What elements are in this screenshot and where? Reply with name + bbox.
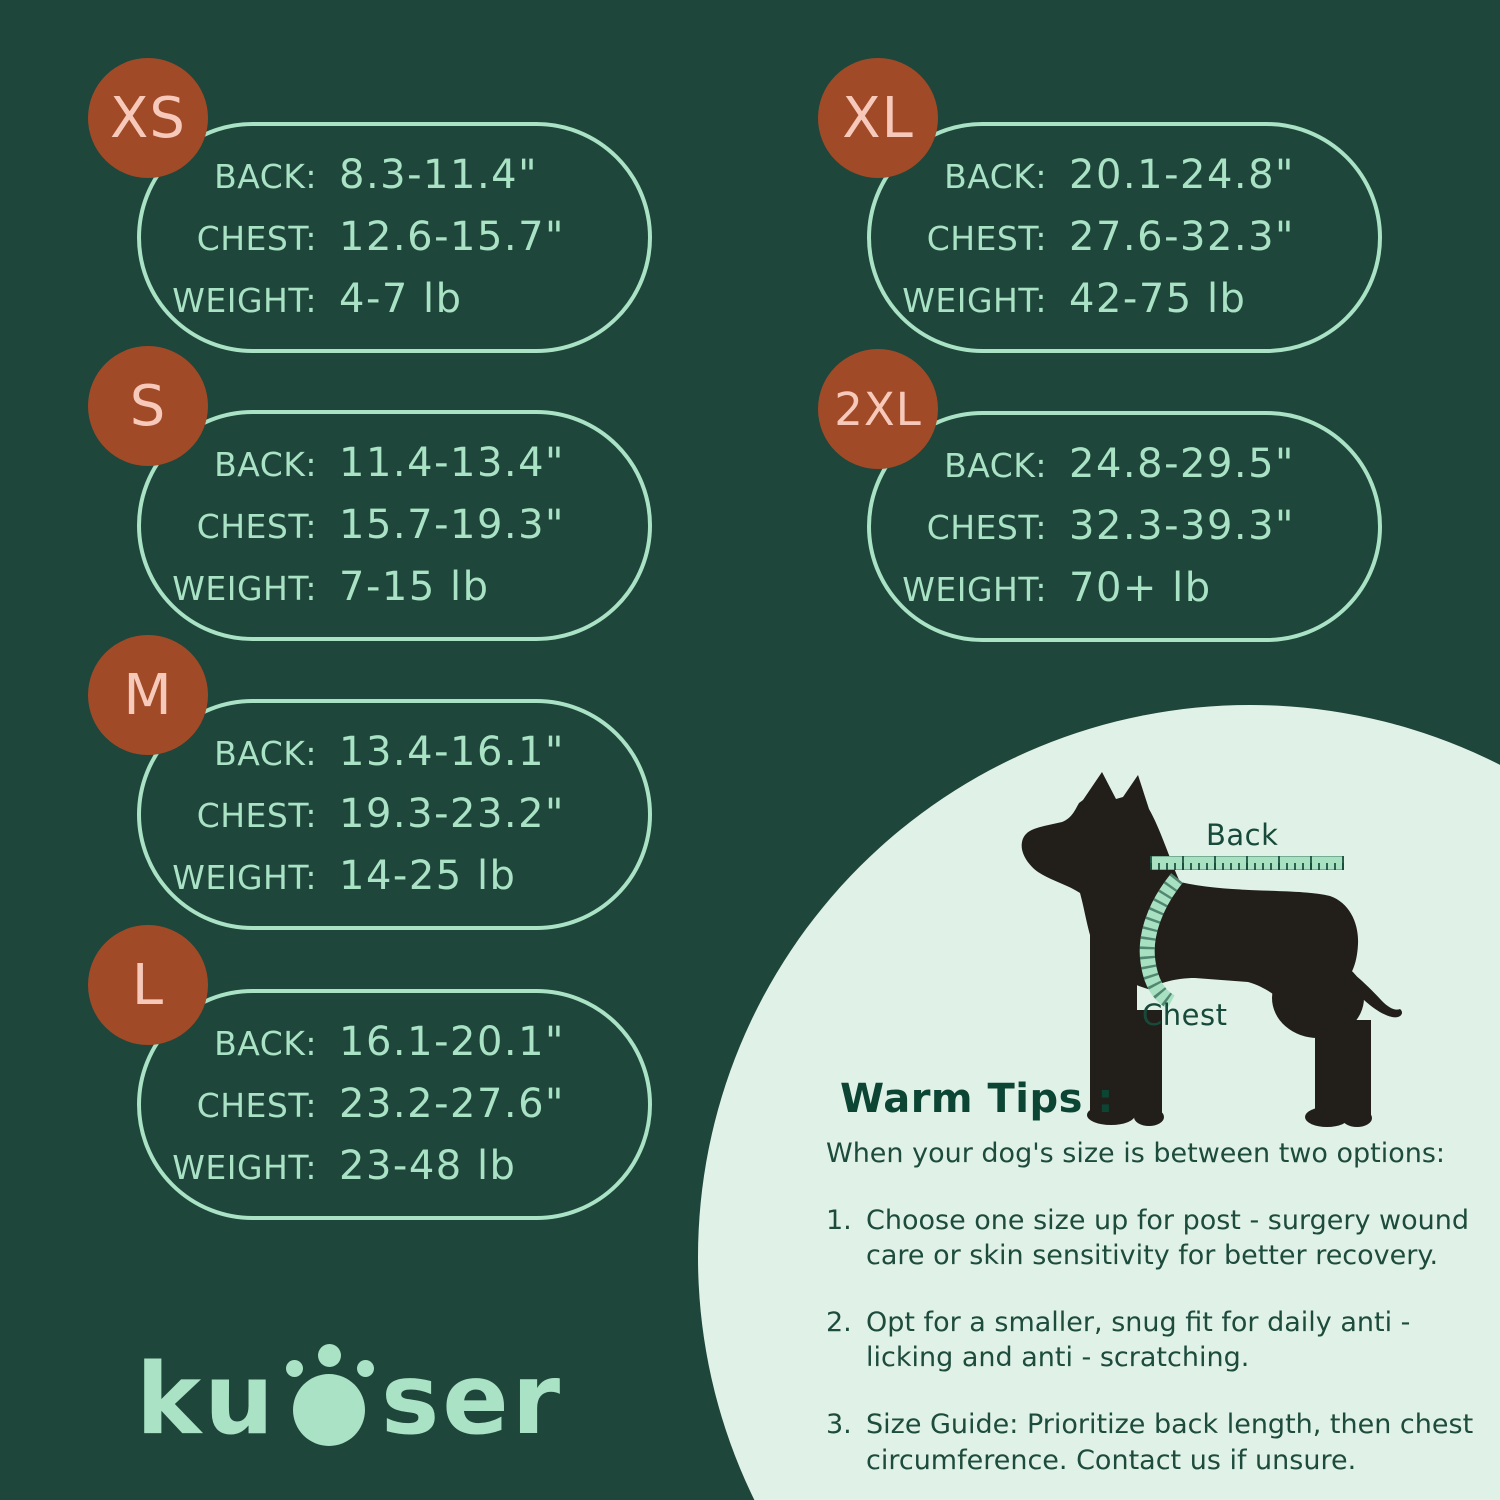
size-badge-xl: XL	[818, 58, 938, 178]
measurement-label: CHEST:	[196, 1085, 317, 1125]
tip-item	[826, 1203, 1476, 1273]
measurement-label: CHEST:	[926, 507, 1047, 547]
tip-number: 3.	[826, 1409, 852, 1441]
back-label: Back	[1206, 818, 1279, 852]
size-pill-xl	[867, 122, 1382, 353]
measurement-row	[141, 849, 648, 911]
measurement-value: 4-7 lb	[339, 275, 463, 322]
warm-tips-intro: When your dog's size is between two options:	[826, 1138, 1446, 1169]
tip-text: Size Guide: Prioritize back length, then chest circumference. Contact us if unsure.	[866, 1409, 1474, 1476]
size-badge-m: M	[88, 635, 208, 755]
measurement-value: 27.6-32.3"	[1069, 213, 1295, 260]
measurement-value: 24.8-29.5"	[1069, 440, 1295, 487]
size-pill-l	[137, 989, 652, 1220]
measurement-value: 11.4-13.4"	[339, 439, 565, 486]
size-pill-s	[137, 410, 652, 641]
measurement-value: 15.7-19.3"	[339, 501, 565, 548]
size-pill-m	[137, 699, 652, 930]
measurement-label: BACK:	[944, 156, 1047, 196]
measurement-label: CHEST:	[926, 218, 1047, 258]
size-badge-l: L	[88, 925, 208, 1045]
measurement-label: BACK:	[944, 445, 1047, 485]
measurement-row	[141, 787, 648, 849]
measurement-label: CHEST:	[196, 506, 317, 546]
measurement-label: CHEST:	[196, 795, 317, 835]
tip-number: 2.	[826, 1307, 852, 1339]
measurement-value: 70+ lb	[1069, 564, 1212, 611]
tip-item	[826, 1305, 1476, 1375]
size-pill-2xl	[867, 411, 1382, 642]
size-badge-2xl: 2XL	[818, 349, 938, 469]
measurement-label: WEIGHT:	[902, 569, 1047, 609]
measurement-value: 23-48 lb	[339, 1142, 517, 1189]
measurement-value: 14-25 lb	[339, 852, 517, 899]
measurement-row	[141, 272, 648, 334]
measurement-row	[141, 725, 648, 787]
measurement-label: WEIGHT:	[172, 280, 317, 320]
measurement-label: BACK:	[214, 444, 317, 484]
measurement-row	[141, 436, 648, 498]
warm-tips-section	[826, 1076, 1476, 1500]
measurement-label: WEIGHT:	[172, 568, 317, 608]
brand-logo-prefix: ku	[136, 1343, 277, 1457]
size-pill-xs	[137, 122, 652, 353]
measurement-value: 12.6-15.7"	[339, 213, 565, 260]
measurement-value: 42-75 lb	[1069, 275, 1247, 322]
measurement-label: BACK:	[214, 733, 317, 773]
measurement-row	[871, 210, 1378, 272]
measurement-row	[871, 561, 1378, 623]
measurement-value: 19.3-23.2"	[339, 790, 565, 837]
measurement-label: WEIGHT:	[902, 280, 1047, 320]
measurement-row	[871, 272, 1378, 334]
measurement-row	[871, 148, 1378, 210]
measurement-label: BACK:	[214, 156, 317, 196]
measurement-label: BACK:	[214, 1023, 317, 1063]
measurement-row	[871, 499, 1378, 561]
measurement-value: 16.1-20.1"	[339, 1018, 565, 1065]
measurement-value: 20.1-24.8"	[1069, 151, 1295, 198]
measurement-row	[141, 498, 648, 560]
measurement-row	[871, 437, 1378, 499]
paw-icon	[284, 1342, 374, 1446]
size-badge-xs: XS	[88, 58, 208, 178]
tip-text: Opt for a smaller, snug fit for daily anti - licking and anti - scratching.	[866, 1307, 1411, 1374]
measurement-row	[141, 1139, 648, 1201]
back-ruler-icon	[1150, 856, 1344, 870]
measurement-value: 7-15 lb	[339, 563, 490, 610]
measurement-value: 23.2-27.6"	[339, 1080, 565, 1127]
tip-item	[826, 1407, 1476, 1477]
measurement-row	[141, 1015, 648, 1077]
tip-number: 1.	[826, 1205, 852, 1237]
size-badge-s: S	[88, 346, 208, 466]
measurement-value: 8.3-11.4"	[339, 151, 539, 198]
brand-logo	[136, 1336, 564, 1457]
measurement-value: 32.3-39.3"	[1069, 502, 1295, 549]
measurement-value: 13.4-16.1"	[339, 728, 565, 775]
measurement-row	[141, 1077, 648, 1139]
measurement-row	[141, 210, 648, 272]
measurement-row	[141, 560, 648, 622]
tip-text: Choose one size up for post - surgery wound care or skin sensitivity for better recovery.	[866, 1205, 1469, 1272]
measurement-label: CHEST:	[196, 218, 317, 258]
brand-logo-suffix: ser	[380, 1343, 564, 1457]
warm-tips-heading: Warm Tips :	[840, 1076, 1114, 1122]
measurement-label: WEIGHT:	[172, 857, 317, 897]
measurement-label: WEIGHT:	[172, 1147, 317, 1187]
measurement-row	[141, 148, 648, 210]
chest-label: Chest	[1142, 998, 1228, 1032]
